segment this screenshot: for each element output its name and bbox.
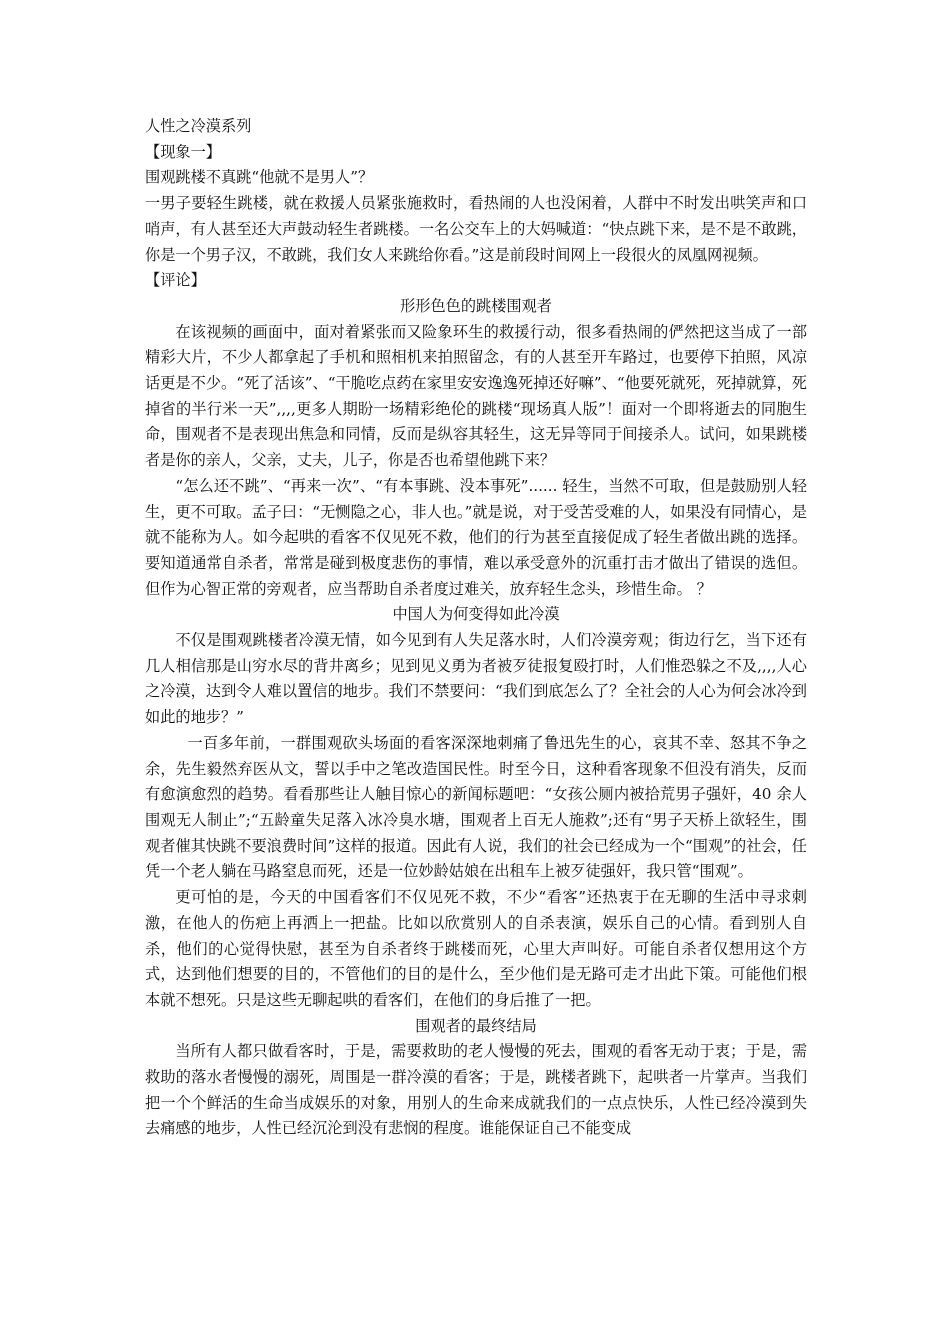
body-paragraph: 更可怕的是，今天的中国看客们不仅见死不救，不少“看客”还热衷于在无聊的生活中寻求刺激，在他人的伤疤上再洒上一把盐。比如以欣赏别人的自杀表演，娱乐自己的心情。看到别人自杀，他们的心觉得快慰，甚至为自杀者终于跳楼而死，心里大声叫好。可能自杀者仅想用这个方式，达到他们想要的目的，不管他们的目的是什么，至少他们是无路可走才出此下策。可能他们根本就不想死。只是这些无聊起哄的看客们，在他们的身后推了一把。 bbox=[145, 888, 807, 1009]
section-title: 中国人为何变得如此冷漠 bbox=[392, 605, 560, 624]
section-title: 形形色色的跳楼围观者 bbox=[400, 296, 552, 315]
headline: 围观跳楼不真跳“他就不是男人”？ bbox=[145, 168, 374, 187]
document-page bbox=[145, 114, 807, 1142]
series-title: 人性之冷漠系列 bbox=[145, 117, 252, 135]
comment-label: 【评论】 bbox=[145, 271, 206, 290]
section-title: 围观者的最终结局 bbox=[415, 1016, 537, 1035]
body-paragraph: 在该视频的画面中，面对着紧张而又险象环生的救援行动，很多看热闹的俨然把这当成了一部精彩大片，不少人都拿起了手机和照相机来拍照留念，有的人甚至开车路过，也要停下拍照，风凉话更是不少。“死了活该”、“干脆吃点药在家里安安逸逸死掉还好嘛”、“他要死就死，死掉就算，死掉省的半行米一天”,,,,更多人期盼一场精彩绝伦的跳楼“现场真人版”！面对一个即将逝去的同胞生命，围观者不是表现出焦急和同情，反而是纵容其轻生，这无异等同于间接杀人。试问，如果跳楼者是你的亲人，父亲，丈夫，儿子，你是否也希望他跳下来？ bbox=[145, 322, 807, 470]
body-paragraph: 一百多年前，一群围观砍头场面的看客深深地刺痛了鲁迅先生的心，哀其不幸、怒其不争之余，先生毅然弃医从文，誓以手中之笔改造国民性。时至今日，这种看客现象不但没有消失，反而有愈演愈烈的趋势。看看那些让人触目惊心的新闻标题吧：“女孩公厕内被拾荒男子强奸，40 余人围观无人制止”;“五龄童失足落入冰冷臭水塘，围观者上百无人施救”;还有“男子天桥上欲轻生，围观者催其快跳不要浪费时间”这样的报道。因此有人说，我们的社会已经成为一个“围观”的社会，任凭一个老人躺在马路窒息而死，还是一位妙龄姑娘在出租车上被歹徒强奸，我只管“围观”。 bbox=[145, 733, 807, 881]
body-paragraph: 不仅是围观跳楼者冷漠无情，如今见到有人失足落水时，人们冷漠旁观；街边行乞，当下还有几人相信那是山穷水尽的背井离乡；见到见义勇为者被歹徒报复殴打时，人们惟恐躲之不及,,,,人心之冷漠，达到令人难以置信的地步。我们不禁要问：“我们到底怎么了？全社会的人心为何会冰冷到如此的地步？” bbox=[145, 631, 807, 727]
phenomenon-label: 【现象一】 bbox=[145, 142, 221, 161]
body-paragraph: 当所有人都只做看客时，于是，需要救助的老人慢慢的死去，围观的看客无动于衷；于是，需救助的落水者慢慢的溺死，周围是一群冷漠的看客；于是，跳楼者跳下，起哄者一片掌声。当我们把一个个鲜活的生命当成娱乐的对象，用别人的生命来成就我们的一点点快乐，人性已经冷漠到失去痛感的地步，人性已经沉沦到没有悲悯的程度。谁能保证自己不能变成 bbox=[145, 1042, 807, 1138]
body-paragraph: “怎么还不跳”、“再来一次”、“有本事跳、没本事死”...... 轻生，当然不可取，但是鼓励别人轻生，更不可取。孟子曰：“无恻隐之心，非人也。”就是说，对于受苦受难的人，如果没有同情心，是就不能称为人。如今起哄的看客不仅见死不救，他们的行为甚至直接促成了轻生者做出跳的选择。要知道通常自杀者，常常是碰到极度悲伤的事情，难以承受意外的沉重打击才做出了错误的选但。但作为心智正常的旁观者，应当帮助自杀者度过难关，放弃轻生念头，珍惜生命。 ？ bbox=[145, 476, 807, 598]
intro-paragraph: 一男子要轻生跳楼，就在救援人员紧张施救时，看热闹的人也没闲着，人群中不时发出哄笑声和口哨声，有人甚至还大声鼓动轻生者跳楼。一名公交车上的大妈喊道：“快点跳下来，是不是不敢跳，你是一个男子汉，不敢跳，我们女人来跳给你看。”这是前段时间网上一段很火的凤凰网视频。 bbox=[145, 194, 807, 264]
